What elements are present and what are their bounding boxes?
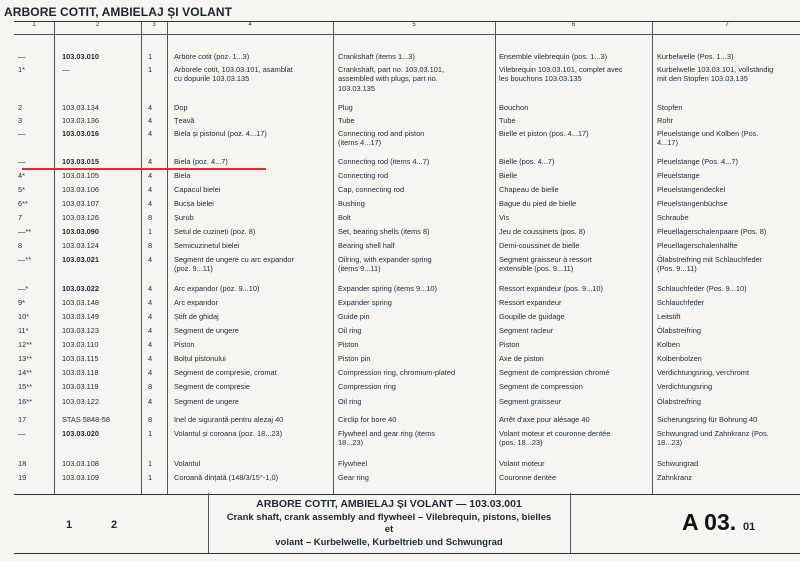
romanian-description-cell: Segment de ungere cu arc expandor (poz. 9...11) <box>174 255 294 274</box>
french-description-cell: Bielle et piston (pos. 4...17) <box>499 129 589 138</box>
part-number-cell: 103.03.108 <box>62 459 99 468</box>
position-cell: —** <box>18 227 32 236</box>
position-cell: 18 <box>18 459 27 468</box>
part-number-cell: 103.03.107 <box>62 199 99 208</box>
quantity-cell: 4 <box>148 312 153 321</box>
part-number-cell: 103.03.123 <box>62 326 99 335</box>
column-number: 3 <box>152 22 156 28</box>
french-description-cell: Goupille de guidage <box>499 312 565 321</box>
english-description-cell: Bolt <box>338 213 351 222</box>
english-description-cell: Connecting rod (items 4...7) <box>338 157 430 166</box>
footer-number: 2 <box>111 519 118 531</box>
quantity-cell: 4 <box>148 171 153 180</box>
position-cell: —** <box>18 255 32 264</box>
german-description-cell: Verdichtungsring, verchromt <box>657 368 750 377</box>
french-description-cell: Piston <box>499 340 520 349</box>
french-description-cell: Volant moteur <box>499 459 545 468</box>
part-number-cell: 103.03.015 <box>62 157 99 166</box>
highlight-underline <box>22 168 266 170</box>
position-cell: — <box>18 129 26 138</box>
romanian-description-cell: Țeavă <box>174 116 195 125</box>
english-description-cell: Piston <box>338 340 359 349</box>
romanian-description-cell: Segment de compresie, cromat <box>174 368 277 377</box>
position-cell: 2 <box>18 103 23 112</box>
german-description-cell: Schraube <box>657 213 689 222</box>
romanian-description-cell: Semicuzinetul bielei <box>174 241 240 250</box>
german-description-cell: Sicherungsring für Bohrung 40 <box>657 415 758 424</box>
romanian-description-cell: Arborele cotit, 103.03.101, asamblat cu dopurile 103.03.135 <box>174 65 293 84</box>
french-description-cell: Tube <box>499 116 516 125</box>
english-description-cell: Flywheel and gear ring (items 18...23) <box>338 429 435 448</box>
sheet-title: ARBORE COTIT, AMBIELAJ ȘI VOLANT <box>4 5 233 19</box>
part-number-cell: 103.03.136 <box>62 116 99 125</box>
part-number-cell: 103.03.122 <box>62 397 99 406</box>
french-description-cell: Ensemble vilebrequin (pos. 1...3) <box>499 52 608 61</box>
quantity-cell: 1 <box>148 65 153 74</box>
german-description-cell: Ölabstreifring <box>657 397 701 406</box>
german-description-cell: Stopfen <box>657 103 683 112</box>
english-description-cell: Tube <box>338 116 355 125</box>
german-description-cell: Pleuellagerschalenpaare (Pos. 8) <box>657 227 767 236</box>
english-description-cell: Expander spring (items 9...10) <box>338 284 437 293</box>
german-description-cell: Kolbenbolzen <box>657 354 702 363</box>
romanian-description-cell: Știft de ghidaj <box>174 312 219 321</box>
french-description-cell: Segment de compression <box>499 382 583 391</box>
quantity-cell: 1 <box>148 459 153 468</box>
french-description-cell: Bouchon <box>499 103 529 112</box>
part-number-cell: — <box>62 65 70 74</box>
german-description-cell: Kurbelwelle (Pos. 1...3) <box>657 52 734 61</box>
part-number-cell: 103.03.119 <box>62 382 99 391</box>
french-description-cell: Jeu de coussinets (pos. 8) <box>499 227 586 236</box>
english-description-cell: Flywheel <box>338 459 368 468</box>
german-description-cell: Pleuellagerschalenhälfte <box>657 241 738 250</box>
sheet-code-suffix: 01 <box>743 521 756 533</box>
german-description-cell: Verdichtungsring <box>657 382 713 391</box>
french-description-cell: Demi-coussinet de bielle <box>499 241 580 250</box>
quantity-cell: 4 <box>148 368 153 377</box>
part-number-cell: 103.03.090 <box>62 227 99 236</box>
column-divider <box>333 22 334 494</box>
french-description-cell: Bague du pied de bielle <box>499 199 577 208</box>
position-cell: 6** <box>18 199 28 208</box>
german-description-cell: Schwungrad <box>657 459 699 468</box>
assembly-subtitle: Crank shaft, crank assembly and flywheel – Vilebrequin, pistons, bielles et volant – Kurbelwelle, Kurbeltrieb und Schwungrad <box>226 512 552 548</box>
romanian-description-cell: Segment de ungere <box>174 397 239 406</box>
position-cell: 8 <box>18 241 23 250</box>
romanian-description-cell: Setul de cuzineți (poz. 8) <box>174 227 256 236</box>
quantity-cell: 4 <box>148 129 153 138</box>
german-description-cell: Ölabstreifring mit Schlauchfeder (Pos. 9...11) <box>657 255 763 274</box>
part-number-cell: 103.03.021 <box>62 255 99 264</box>
german-description-cell: Ölabstreifring <box>657 326 701 335</box>
english-description-cell: Crankshaft (items 1...3) <box>338 52 415 61</box>
column-divider <box>54 22 55 494</box>
german-description-cell: Schlauchfeder <box>657 298 705 307</box>
french-description-cell: Ressort expandeur <box>499 298 562 307</box>
quantity-cell: 4 <box>148 284 153 293</box>
french-description-cell: Vilebrequin 103.03.101, complet avec les bouchons 103.03.135 <box>499 65 623 84</box>
part-number-cell: 103.03.118 <box>62 368 99 377</box>
column-number: 4 <box>248 22 252 28</box>
german-description-cell: Kolben <box>657 340 681 349</box>
english-description-cell: Oil ring <box>338 326 362 335</box>
quantity-cell: 8 <box>148 382 153 391</box>
french-description-cell: Arrêt d'axe pour alésage 40 <box>499 415 590 424</box>
quantity-cell: 8 <box>148 241 153 250</box>
quantity-cell: 4 <box>148 157 153 166</box>
part-number-cell: 103.03.109 <box>62 473 99 482</box>
quantity-cell: 4 <box>148 255 153 264</box>
quantity-cell: 4 <box>148 103 153 112</box>
english-description-cell: Connecting rod and piston (items 4...17) <box>338 129 425 148</box>
romanian-description-cell: Segment de compresie <box>174 382 250 391</box>
quantity-cell: 8 <box>148 213 153 222</box>
english-description-cell: Bushing <box>338 199 365 208</box>
position-cell: 17 <box>18 415 27 424</box>
sheet-code: A 03. <box>682 509 737 535</box>
french-description-cell: Ressort expandeur (pos. 9...10) <box>499 284 603 293</box>
english-description-cell: Crankshaft, part no. 103.03.101, assembled with plugs, part no. 103.03.135 <box>338 65 445 93</box>
position-cell: 12** <box>18 340 32 349</box>
quantity-cell: 1 <box>148 473 153 482</box>
column-number: 1 <box>32 22 36 28</box>
position-cell: — <box>18 429 26 438</box>
position-cell: 10* <box>18 312 30 321</box>
column-number: 7 <box>725 22 729 28</box>
romanian-description-cell: Biela (poz. 4...7) <box>174 157 228 166</box>
column-number: 5 <box>412 22 416 28</box>
german-description-cell: Pleuelstangenbüchse <box>657 199 728 208</box>
part-number-cell: 103.03.149 <box>62 312 99 321</box>
position-cell: 9* <box>18 298 25 307</box>
german-description-cell: Pleuelstange und Kolben (Pos. 4...17) <box>657 129 759 148</box>
title-block <box>14 493 800 554</box>
part-number-cell: 103.03.020 <box>62 429 99 438</box>
column-divider <box>141 22 142 494</box>
quantity-cell: 4 <box>148 340 153 349</box>
french-description-cell: Bielle (pos. 4...7) <box>499 157 555 166</box>
part-number-cell: 103.03.110 <box>62 340 99 349</box>
romanian-description-cell: Inel de siguranță pentru alezaj 40 <box>174 415 284 424</box>
position-cell: 11* <box>18 326 29 335</box>
quantity-cell: 4 <box>148 354 153 363</box>
position-cell: 7 <box>18 213 23 222</box>
position-cell: 16** <box>18 397 32 406</box>
german-description-cell: Rohr <box>657 116 674 125</box>
french-description-cell: Vis <box>499 213 510 222</box>
part-number-cell: 103.03.148 <box>62 298 99 307</box>
quantity-cell: 1 <box>148 227 153 236</box>
quantity-cell: 4 <box>148 397 153 406</box>
english-description-cell: Compression ring, chromium-plated <box>338 368 456 377</box>
german-description-cell: Pleuelstange (Pos. 4...7) <box>657 157 738 166</box>
romanian-description-cell: Piston <box>174 340 195 349</box>
german-description-cell: Pleuelstangendeckel <box>657 185 726 194</box>
column-number: 2 <box>95 22 100 28</box>
french-description-cell: Bielle <box>499 171 518 180</box>
english-description-cell: Set, bearing shells (items 8) <box>338 227 430 236</box>
german-description-cell: Schwungrad und Zahnkranz (Pos. 18...23) <box>657 429 769 448</box>
quantity-cell: 4 <box>148 298 153 307</box>
title-block-divider <box>570 493 571 553</box>
position-cell: 1* <box>18 65 25 74</box>
french-description-cell: Volant moteur et couronne dentée (pos. 18...23) <box>499 429 611 448</box>
english-description-cell: Plug <box>338 103 353 112</box>
part-number-cell: 103.03.105 <box>62 171 99 180</box>
english-description-cell: Piston pin <box>338 354 371 363</box>
column-divider <box>495 22 496 494</box>
romanian-description-cell: Capacul bielei <box>174 185 221 194</box>
french-description-cell: Chapeau de bielle <box>499 185 559 194</box>
part-number-cell: 103.03.134 <box>62 103 99 112</box>
french-description-cell: Segment graisseur à ressort extensible (pos. 9...11) <box>499 255 592 274</box>
english-description-cell: Guide pin <box>338 312 370 321</box>
part-number-cell: 103.03.124 <box>62 241 99 250</box>
quantity-cell: 1 <box>148 52 153 61</box>
romanian-description-cell: Bucșa bielei <box>174 199 214 208</box>
romanian-description-cell: Arbore cotit (poz. 1...3) <box>174 52 250 61</box>
footer-number: 1 <box>66 519 73 531</box>
quantity-cell: 1 <box>148 429 153 438</box>
position-cell: 14** <box>18 368 32 377</box>
position-cell: —* <box>18 284 29 293</box>
english-description-cell: Cap, connecting rod <box>338 185 405 194</box>
part-number-cell: 103.03.016 <box>62 129 99 138</box>
romanian-description-cell: Șurub <box>174 213 194 222</box>
german-description-cell: Kurbelwelle 103.03.101, vollständig mit den Stopfen 103.03.135 <box>657 65 774 84</box>
quantity-cell: 4 <box>148 326 153 335</box>
french-description-cell: Axe de piston <box>499 354 544 363</box>
position-cell: — <box>18 157 26 166</box>
position-cell: 19 <box>18 473 27 482</box>
german-description-cell: Schlauchfeder (Pos. 9...10) <box>657 284 747 293</box>
position-cell: — <box>18 52 26 61</box>
romanian-description-cell: Biela și pistonul (poz. 4...17) <box>174 129 267 138</box>
parts-table <box>14 21 800 495</box>
romanian-description-cell: Bolțul pistonului <box>174 354 226 363</box>
quantity-cell: 4 <box>148 185 153 194</box>
part-number-cell: 103.03.126 <box>62 213 99 222</box>
quantity-cell: 4 <box>148 116 153 125</box>
english-description-cell: Circlip for bore 40 <box>338 415 397 424</box>
english-description-cell: Bearing shell half <box>338 241 395 250</box>
french-description-cell: Segment graisseur <box>499 397 562 406</box>
romanian-description-cell: Coroană dințată (148/3/15°-1,0) <box>174 473 279 482</box>
french-description-cell: Couronne dentée <box>499 473 557 482</box>
part-number-cell: STAS 5848-58 <box>62 415 110 424</box>
part-number-cell: 103.03.115 <box>62 354 99 363</box>
english-description-cell: Connecting rod <box>338 171 389 180</box>
romanian-description-cell: Biela <box>174 171 191 180</box>
column-divider <box>167 22 168 494</box>
column-number: 6 <box>571 22 576 28</box>
header-rule <box>14 34 800 35</box>
english-description-cell: Expander spring <box>338 298 392 307</box>
romanian-description-cell: Volantul și coroana (poz. 18...23) <box>174 429 283 438</box>
english-description-cell: Oil ring <box>338 397 362 406</box>
romanian-description-cell: Dop <box>174 103 188 112</box>
french-description-cell: Segment racleur <box>499 326 554 335</box>
assembly-title: ARBORE COTIT, AMBIELAJ ȘI VOLANT — 103.03.001 <box>256 498 522 510</box>
romanian-description-cell: Segment de ungere <box>174 326 239 335</box>
position-cell: 3 <box>18 116 23 125</box>
quantity-cell: 4 <box>148 199 153 208</box>
german-description-cell: Zahnkranz <box>657 473 692 482</box>
part-number-cell: 103.03.022 <box>62 284 99 293</box>
quantity-cell: 8 <box>148 415 153 424</box>
french-description-cell: Segment de compression chromé <box>499 368 610 377</box>
german-description-cell: Leitstift <box>657 312 681 321</box>
column-divider <box>652 22 653 494</box>
english-description-cell: Oilring, with expander spring (items 9...11) <box>338 255 432 274</box>
german-description-cell: Pleuelstange <box>657 171 700 180</box>
part-number-cell: 103.03.010 <box>62 52 99 61</box>
english-description-cell: Gear ring <box>338 473 369 482</box>
position-cell: 4* <box>18 171 25 180</box>
romanian-description-cell: Arc expandor (poz. 9...10) <box>174 284 260 293</box>
position-cell: 15** <box>18 382 32 391</box>
romanian-description-cell: Arc expandor <box>174 298 218 307</box>
part-number-cell: 103.03.106 <box>62 185 99 194</box>
title-block-divider <box>208 493 209 553</box>
english-description-cell: Compression ring <box>338 382 396 391</box>
position-cell: 13** <box>18 354 32 363</box>
romanian-description-cell: Volantul <box>174 459 201 468</box>
position-cell: 5* <box>18 185 25 194</box>
